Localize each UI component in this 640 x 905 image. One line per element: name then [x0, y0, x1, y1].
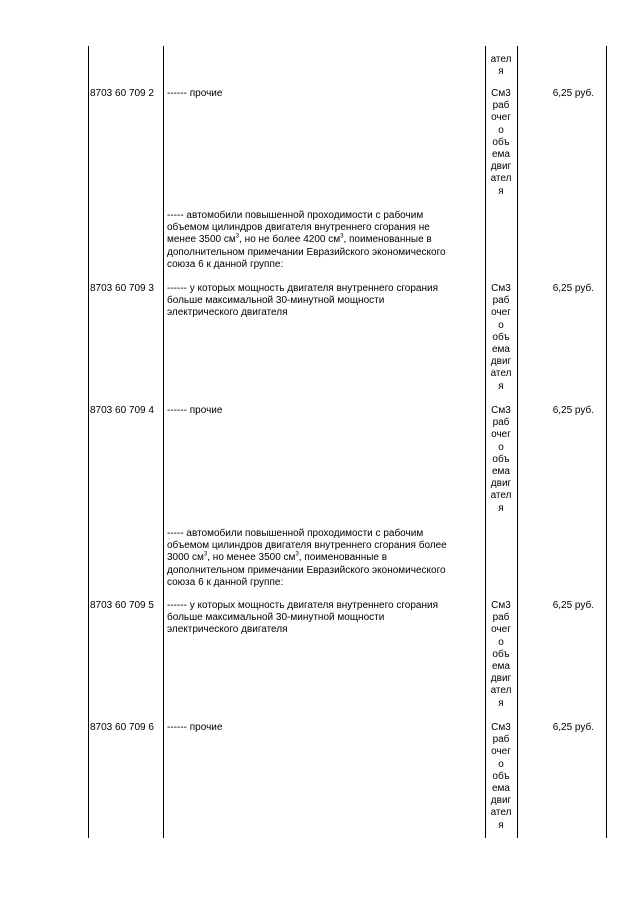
row-rate: 6,25 руб. [552, 722, 594, 733]
row-code: 8703 60 709 2 [90, 88, 154, 99]
row-description: ------ у которых мощность двигателя внутреннего сгорания больше максимальной 30-минутной мощности электрического двигателя [167, 283, 439, 319]
table-border-left [88, 46, 89, 838]
unit-fragment-top: ател я [490, 54, 512, 78]
row-rate: 6,25 руб. [552, 283, 594, 294]
row-unit: Cм3 раб очег о объ ема двиг ател я [490, 283, 512, 392]
row-description: ------ у которых мощность двигателя внутреннего сгорания больше максимальной 30-минутной мощности электрического двигателя [167, 600, 439, 636]
row-description: ------ прочие [167, 722, 223, 733]
group-header: ----- автомобили повышенной проходимости с рабочим объемом цилиндров двигателя внутреннего сгорания не менее 3500 $см^3$, но не более 4200 $см^3$, поименованные в дополнительном примечании Евразийского экономического союза 6 к данной группе: [167, 210, 446, 270]
row-code: 8703 60 709 5 [90, 600, 154, 611]
column-divider-description [485, 46, 486, 838]
column-divider-code [163, 46, 164, 838]
row-rate: 6,25 руб. [552, 405, 594, 416]
row-unit: Cм3 раб очег о объ ема двиг ател я [490, 88, 512, 197]
row-code: 8703 60 709 3 [90, 283, 154, 294]
group-header: ----- автомобили повышенной проходимости с рабочим объемом цилиндров двигателя внутреннего сгорания более 3000 $см^3$, но менее 3500 $см^3$, поименованные в дополнительном примечании Евразийского экономического союза 6 к данной группе: [167, 528, 447, 588]
table-border-right [606, 46, 607, 838]
row-description: ------ прочие [167, 88, 223, 99]
row-unit: Cм3 раб очег о объ ема двиг ател я [490, 405, 512, 514]
row-code: 8703 60 709 4 [90, 405, 154, 416]
column-divider-unit [517, 46, 518, 838]
row-unit: Cм3 раб очег о объ ема двиг ател я [490, 600, 512, 709]
row-rate: 6,25 руб. [552, 88, 594, 99]
row-rate: 6,25 руб. [552, 600, 594, 611]
row-unit: Cм3 раб очег о объ ема двиг ател я [490, 722, 512, 831]
row-description: ------ прочие [167, 405, 223, 416]
row-code: 8703 60 709 6 [90, 722, 154, 733]
